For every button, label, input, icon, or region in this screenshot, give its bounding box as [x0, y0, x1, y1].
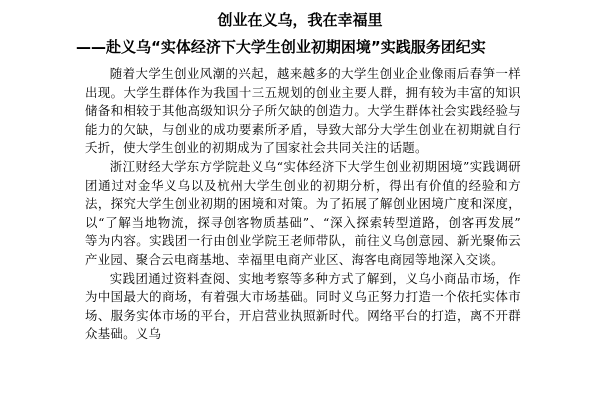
document-title: 创业在义乌，我在幸福里: [217, 11, 383, 29]
paragraph-intro: 随着大学生创业风潮的兴起，越来越多的大学生创业企业像雨后春笋一样出现。大学生群体作为我国十三五规划的创业主要人群，拥有较为丰富的知识储备和相较于其他高级知识分子所欠缺的创造力。大学生群体社会实践经验与能力的欠缺，与创业的成功要素所矛盾，导致大部分大学生创业在初期就自行夭折，使大学生创业的初期成为了国家社会共同关注的话题。: [85, 66, 521, 156]
paragraph-research-team: 浙江财经大学东方学院赴义乌“实体经济下大学生创业初期困境”实践调研团通过对金华义乌以及杭州大学生创业的初期分析，得出有价值的经验和方法，探究大学生创业初期的困境和对策。为了拓展了解创业困境广度和深度，以“了解当地物流，探寻创客物质基础”、“深入探索转型道路，创客再发展” 等为内容。实践团一行由创业学院王老师带队，前往义乌创意园、新光聚佈云产业园、聚合云电商基地、幸福里电商产业区、海客电商园等地深入交谈。: [85, 158, 521, 267]
document-subtitle: ——赴义乌“实体经济下大学生创业初期困境”实践服务团纪实: [76, 38, 486, 56]
document-body: [85, 65, 521, 344]
paragraph-findings: 实践团通过资料查阅、实地考察等多种方式了解到，义乌小商品市场，作为中国最大的商场，有着强大市场基础。同时义乌正努力打造一个依托实体市场、服务实体市场的平台，开启营业执照新时代。网络平台的打造，离不开群众基础。义乌: [85, 270, 521, 342]
